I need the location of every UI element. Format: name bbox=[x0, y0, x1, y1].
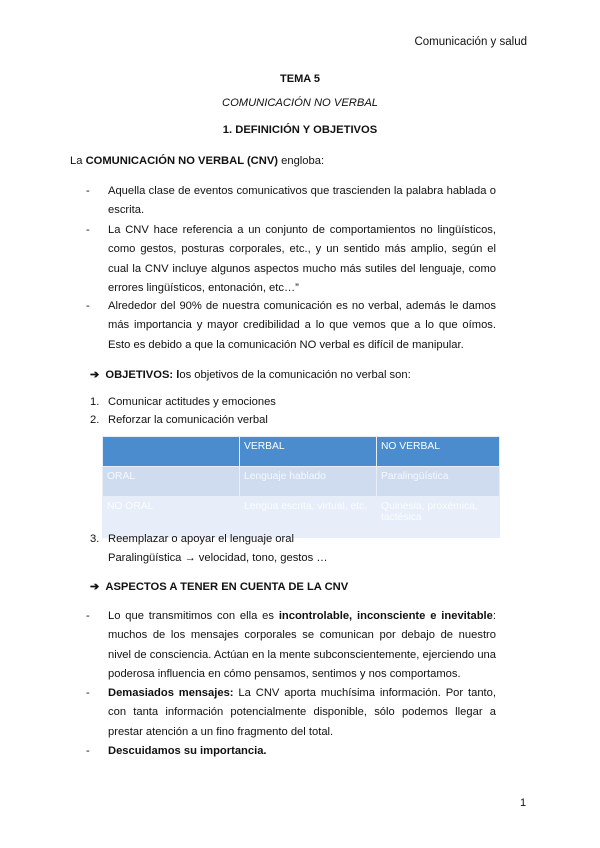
table-cell: NO VERBAL bbox=[377, 437, 500, 467]
page-number: 1 bbox=[520, 797, 527, 809]
aspectos-heading: ➔ ASPECTOS A TENER EN CUENTA DE LA CNV bbox=[90, 581, 349, 593]
table-cell: VERBAL bbox=[240, 437, 377, 467]
table-cell: Lenguaje hablado bbox=[240, 467, 377, 497]
page-title: TEMA 5 bbox=[280, 73, 320, 85]
comparison-table bbox=[102, 436, 500, 538]
list-item: - Lo que transmitimos con ella es incontrolable, inconsciente e inevitable: muchos de los mensajes corporales se comunican por debajo de nuestro nivel de consciencia. Actúan en la mente subconscientemente, ejerciendo una poderosa influencia en cómo pensamos, sentimos y nos comportamos. bbox=[86, 610, 496, 681]
table-cell bbox=[103, 437, 240, 467]
list-item: - Aquella clase de eventos comunicativos que trascienden la palabra hablada o escrita. bbox=[86, 185, 496, 217]
table-cell: Lengua escrita, virtual, etc. bbox=[240, 497, 377, 538]
table-row bbox=[103, 467, 500, 497]
table-header-row bbox=[103, 437, 500, 467]
table-cell: Paralingüística bbox=[377, 467, 500, 497]
list-item: - Demasiados mensajes: La CNV aporta muchísima información. Por tanto, con tanta información potencialmente disponible, sólo podemos llegar a prestar atención a un fino fragmento del total. bbox=[86, 687, 496, 738]
section-heading: 1. DEFINICIÓN Y OBJETIVOS bbox=[222, 124, 378, 136]
list-item: - La CNV hace referencia a un conjunto de comportamientos no lingüísticos, como gestos, posturas corporales, etc., y un sentido más amplio, según el cual la CNV incluye algunos aspectos mucho más sutiles del lenguaje, como errores lingüísticos, entonación, etc…” bbox=[86, 224, 496, 295]
running-header: Comunicación y salud bbox=[414, 36, 527, 48]
page-subtitle: COMUNICACIÓN NO VERBAL bbox=[221, 97, 379, 109]
numbered-item: 3. Reemplazar o apoyar el lenguaje oral bbox=[90, 533, 294, 545]
objetivos-heading: ➔ OBJETIVOS: los objetivos de la comunicación no verbal son: bbox=[90, 369, 411, 381]
table-row bbox=[103, 497, 500, 538]
list-item: - Alrededor del 90% de nuestra comunicación es no verbal, además le damos más importancia y mayor credibilidad a lo que vemos que a lo que oímos. Esto es debido a que la comunicación NO verbal es difícil de manipular. bbox=[86, 300, 496, 351]
intro-paragraph: La COMUNICACIÓN NO VERBAL (CNV) engloba: bbox=[70, 155, 325, 167]
table-cell: ORAL bbox=[103, 467, 240, 497]
list-item: - Descuidamos su importancia. bbox=[86, 745, 267, 757]
table-cell: Quinesia, proxémica, tactésica bbox=[377, 497, 500, 538]
numbered-item: 1. Comunicar actitudes y emociones bbox=[90, 396, 276, 408]
numbered-item-sub: Paralingüística → velocidad, tono, gestos … bbox=[108, 552, 328, 564]
table-cell: NO ORAL bbox=[103, 497, 240, 538]
numbered-item: 2. Reforzar la comunicación verbal bbox=[90, 414, 268, 426]
